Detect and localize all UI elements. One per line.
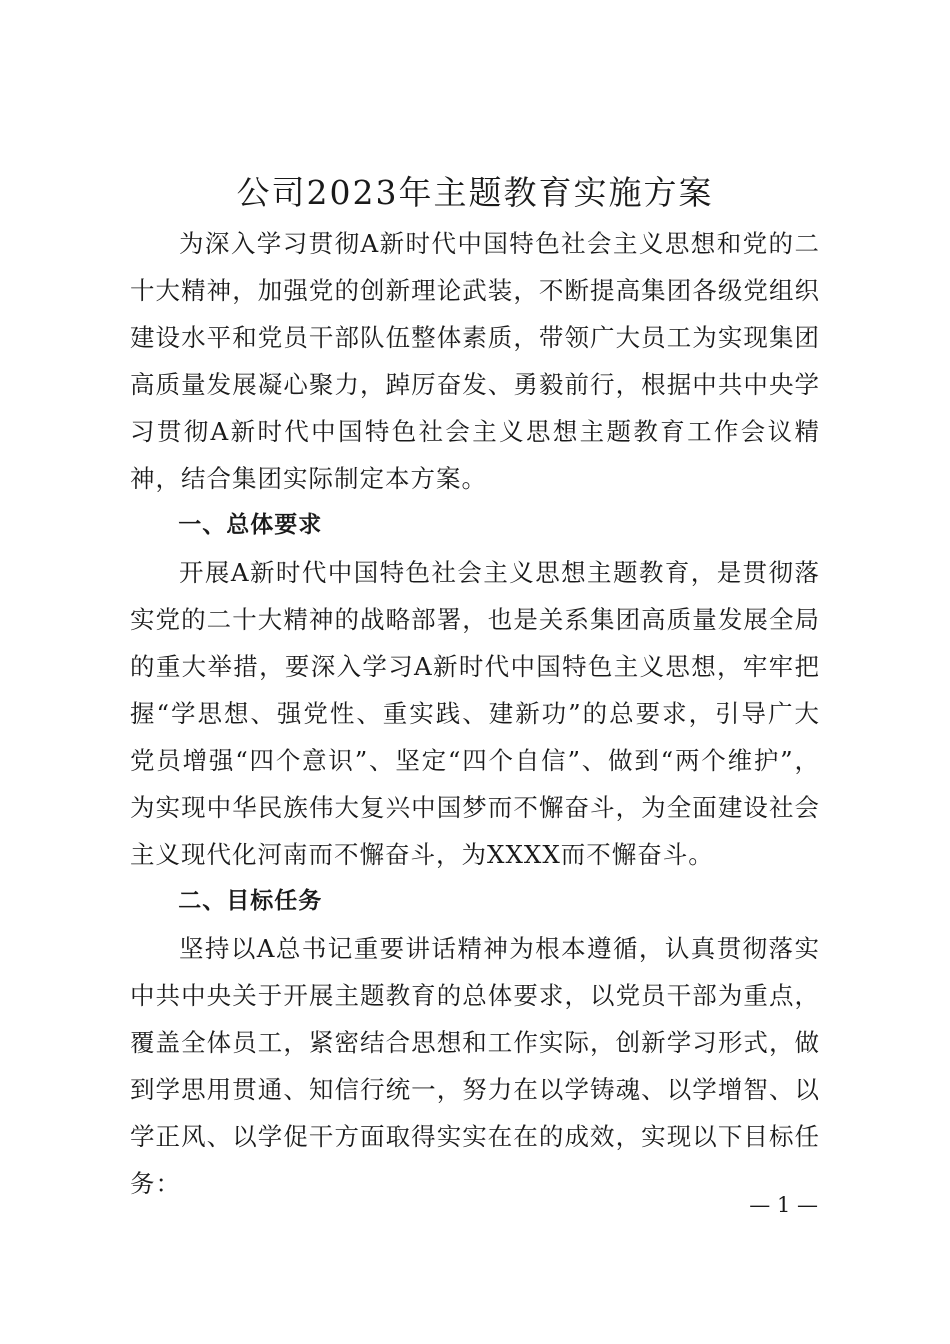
- document-body: [130, 220, 820, 1207]
- section-paragraph-objectives: 坚持以A总书记重要讲话精神为根本遵循，认真贯彻落实中共中央关于开展主题教育的总体要求，以党员干部为重点，覆盖全体员工，紧密结合思想和工作实际，创新学习形式，做到学思用贯通、知信行统一，努力在以学铸魂、以学增智、以学正风、以学促干方面取得实实在在的成效，实现以下目标任务：: [130, 934, 820, 1198]
- document-title: 公司2023年主题教育实施方案: [236, 173, 714, 212]
- section-heading-objectives: 二、目标任务: [178, 888, 323, 914]
- section-paragraph-general-requirements: 开展A新时代中国特色社会主义思想主题教育，是贯彻落实党的二十大精神的战略部署，也是关系集团高质量发展全局的重大举措，要深入学习A新时代中国特色主义思想，牢牢把握“学思想、强党性、重实践、建新功”的总要求，引导广大党员增强“四个意识”、坚定“四个自信”、做到“两个维护”，为实现中华民族伟大复兴中国梦而不懈奋斗，为全面建设社会主义现代化河南而不懈奋斗，为XXXX而不懈奋斗。: [130, 558, 820, 869]
- intro-paragraph: 为深入学习贯彻A新时代中国特色社会主义思想和党的二十大精神，加强党的创新理论武装，不断提高集团各级党组织建设水平和党员干部队伍整体素质，带领广大员工为实现集团高质量发展凝心聚力，踔厉奋发、勇毅前行，根据中共中央学习贯彻A新时代中国特色社会主义思想主题教育工作会议精神，结合集团实际制定本方案。: [130, 229, 820, 493]
- page-number: — 1 —: [749, 1193, 818, 1217]
- section-heading-general-requirements: 一、总体要求: [178, 512, 323, 538]
